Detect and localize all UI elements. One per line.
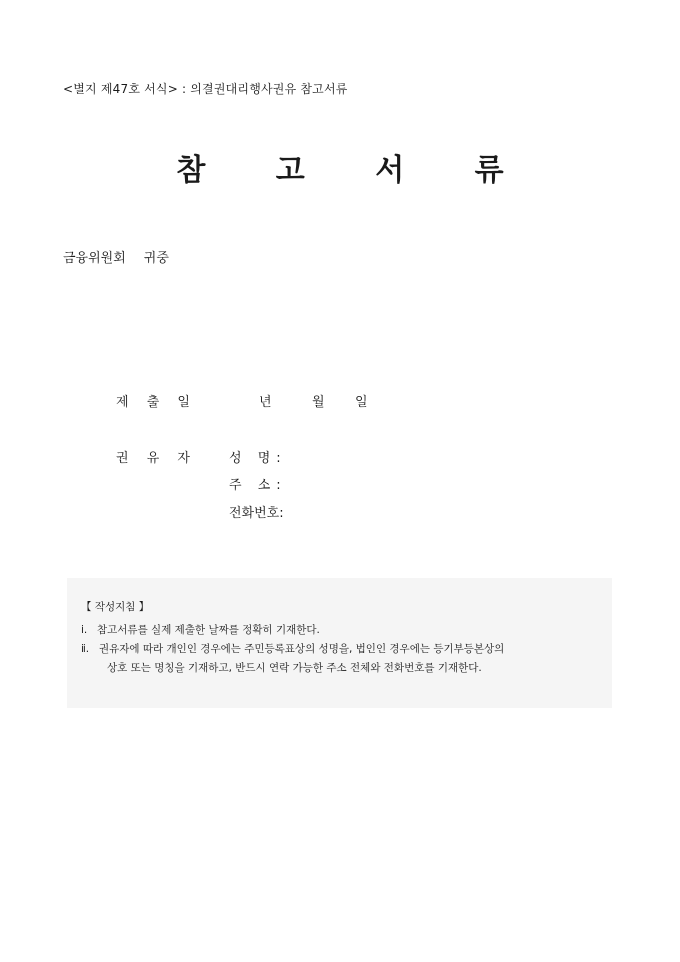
guideline-item [81, 621, 598, 640]
submission-date [259, 391, 368, 410]
addressee [63, 247, 169, 266]
guideline-number: ⅱ. [81, 643, 90, 655]
addressee-name: 금융위원회 [63, 251, 126, 266]
document-title: 참 고 서 류 [176, 153, 534, 188]
date-day-label: 일 [355, 395, 368, 410]
guideline-text [99, 640, 598, 678]
guidelines-title: 【 작성지침 】 [81, 601, 150, 613]
solicitor-address-label: 주 소: [229, 478, 287, 493]
solicitor-label: 권 유 자 [116, 451, 197, 466]
guideline-text: 참고서류를 실제 제출한 날짜를 정확히 기재한다. [97, 624, 320, 636]
solicitor-name-label: 성 명: [229, 451, 287, 466]
guideline-item [81, 640, 598, 678]
guideline-text-line: 상호 또는 명칭을 기재하고, 반드시 연락 가능한 주소 전체와 전화번호를 기재한다. [107, 662, 482, 674]
date-month-label: 월 [312, 395, 325, 410]
addressee-suffix: 귀중 [143, 251, 169, 266]
submission-date-label: 제 출 일 [116, 395, 197, 410]
guideline-number: ⅰ. [81, 624, 88, 636]
form-header-label: <별지 제47호 서식> : 의결권대리행사권유 참고서류 [63, 82, 348, 96]
writing-guidelines-box [67, 578, 612, 708]
guideline-text-line: 권유자에 따라 개인인 경우에는 주민등록표상의 성명을, 법인인 경우에는 등기부등본상의 [99, 643, 505, 655]
date-year-label: 년 [259, 395, 272, 410]
solicitor-phone-label: 전화번호: [229, 506, 284, 521]
